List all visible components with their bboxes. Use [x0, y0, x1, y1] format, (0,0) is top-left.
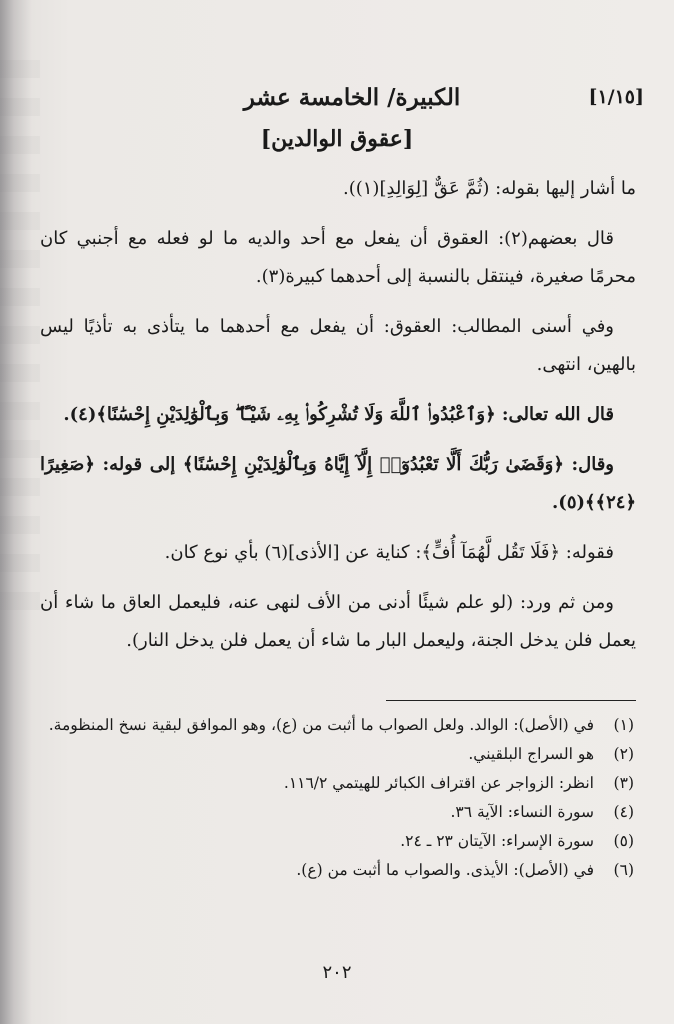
- section-title: [عقوق الوالدين]: [260, 126, 414, 152]
- footnote: [44, 857, 634, 884]
- main-text: [40, 170, 636, 672]
- page-header: [60, 84, 644, 118]
- footnote-number: (٣): [613, 774, 634, 792]
- footnote-text: في (الأصل): الأيذى. والصواب ما أثبت من (ع).: [296, 861, 594, 879]
- footnote: [44, 712, 634, 739]
- footnote-text: سورة الإسراء: الآيتان ٢٣ ـ ٢٤.: [400, 832, 594, 850]
- footnote-separator: [386, 700, 636, 701]
- footnote-text: في (الأصل): الوالد. ولعل الصواب ما أثبت من (ع)، وهو الموافق لبقية نسخ المنظومة.: [48, 716, 594, 734]
- footnote-text: سورة النساء: الآية ٣٦.: [450, 803, 594, 821]
- paragraph: ومن ثم ورد: (لو علم شيئًا أدنى من الأف لنهى عنه، فليعمل العاق ما شاء أن يعمل فلن يدخل الجنة، وليعمل البار ما شاء أن يعمل فلن يدخل النار).: [40, 592, 636, 651]
- paragraph: فقوله: ﴿فَلَا تَقُل لَّهُمَآ أُفٍّ﴾: كناية عن [الأذى](٦) بأي نوع كان.: [164, 542, 614, 563]
- footnote-text: انظر: الزواجر عن اقتراف الكبائر للهيتمي ١١٦/٢.: [283, 774, 594, 792]
- chapter-title: الكبيرة/ الخامسة عشر: [243, 84, 461, 111]
- footnote-text: هو السراج البلقيني.: [468, 745, 594, 763]
- paragraph: وفي أسنى المطالب: العقوق: أن يفعل مع أحدهما ما يتأذى به تأذيًا ليس بالهين، انتهى.: [40, 316, 636, 375]
- paragraph: قال بعضهم(٢): العقوق أن يفعل مع أحد والديه ما لو فعله مع أجنبي كان محرمًا صغيرة، فينتقل بالنسبة إلى أحدهما كبيرة(٣).: [40, 228, 636, 287]
- footnote-number: (٢): [613, 745, 634, 763]
- footnote-number: (٤): [613, 803, 634, 821]
- footnote: [44, 770, 634, 797]
- footnote-number: (١): [613, 716, 634, 734]
- paragraph-quran-verse: قال الله تعالى: ﴿وَٱعْبُدُوا۟ ٱللَّهَ وَلَا تُشْرِكُوا۟ بِهِۦ شَيْـًٔا ۖ وَبِٱلْوَٰلِدَيْنِ إِحْسَٰنًا﴾(٤).: [63, 404, 614, 425]
- footnote-number: (٥): [613, 832, 634, 850]
- paragraph: ما أشار إليها بقوله: (ثُمَّ عَقٌّ [لِوَالِدِ](١)).: [342, 178, 636, 199]
- page-number: ٢٠٢: [322, 962, 352, 983]
- footnote-number: (٦): [613, 861, 634, 879]
- footnotes: [44, 712, 634, 886]
- footnote: [44, 799, 634, 826]
- page-reference: [١/١٥]: [588, 86, 644, 108]
- footnote: [44, 741, 634, 768]
- footnote: [44, 828, 634, 855]
- paragraph-quran-verse: وقال: ﴿وَقَضَىٰ رَبُّكَ أَلَّا تَعْبُدُوٓا۟ إِلَّآ إِيَّاهُ وَبِٱلْوَٰلِدَيْنِ إِحْسَٰنًا﴾ إلى قوله: ﴿صَغِيرًا ﴿٢٤﴾﴾(٥).: [40, 454, 636, 513]
